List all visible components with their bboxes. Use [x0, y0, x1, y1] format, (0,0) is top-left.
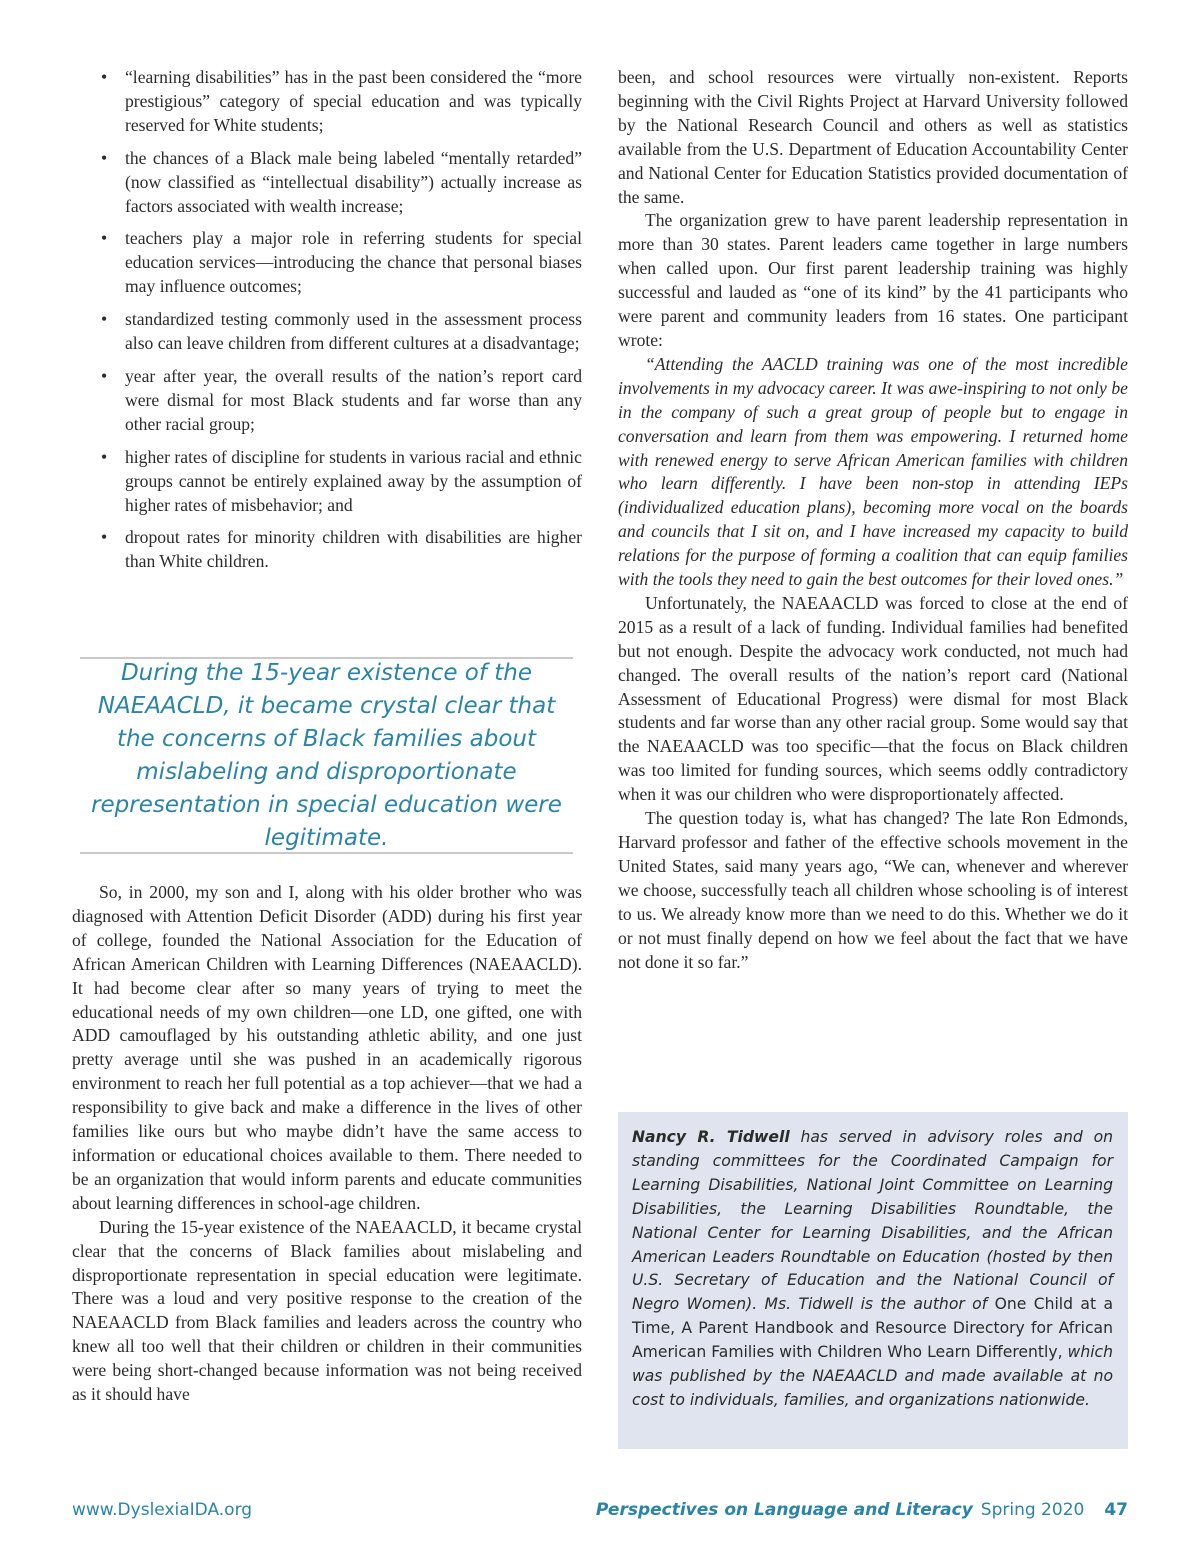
author-bio-text-end: which was published by the NAEAACLD and made available at no cost to individuals, families, and organizations nationwide. — [632, 1343, 1113, 1409]
bullet-item — [72, 308, 582, 356]
bullet-item — [72, 365, 582, 437]
book-title: One Child at a Time, A Parent Handbook and Resource Directory for African American Families with Children Who Learn Differently, — [632, 1295, 1114, 1362]
author-name: Nancy R. Tidwell — [632, 1128, 790, 1146]
website-link[interactable]: www.DyslexiaIDA.org — [72, 1500, 253, 1520]
pull-quote — [80, 657, 573, 854]
left-column-body — [72, 881, 582, 1407]
bullet-text: standardized testing commonly used in the assessment process also can leave children from different cultures at a disadvantage; — [125, 309, 582, 354]
bullet-dot-icon: • — [101, 309, 108, 330]
bullet-text: dropout rates for minority children with disabilities are higher than White children. — [125, 527, 582, 572]
bullet-dot-icon: • — [101, 365, 108, 386]
bullet-item — [72, 66, 582, 138]
body-paragraph-continuation: been, and school resources were virtually non-existent. Reports beginning with the Civil Rights Project at Harvard University followed by the National Research Council and others as well as statistics available from the U.S. Department of Education Accountability Center and National Center for Education Statistics provided documentation of the same. — [618, 67, 1128, 207]
bullet-item — [72, 227, 582, 299]
bullet-dot-icon: • — [101, 147, 108, 168]
issue-date: Spring 2020 — [980, 1500, 1085, 1520]
bullet-list — [72, 66, 582, 574]
author-bio-text: has served in advisory roles and on standing committees for the Coordinated Campaign for Learning Disabilities, National Joint Committee on Learning Disabilities, the Learning Disabilities Roundtable, the National Center for Learning Disabilities, and the African American Leaders Roundtable on Education (hosted by then U.S. Secretary of Education and the National Council of Negro Women). Ms. Tidwell is the author of — [632, 1128, 1113, 1314]
bullet-text: year after year, the overall results of the nation’s report card were dismal for most Black students and far worse than any other racial group; — [125, 365, 582, 434]
bullet-text: teachers play a major role in referring students for special education services—introducing the chance that personal biases may influence outcomes; — [125, 228, 582, 297]
right-column — [618, 66, 1128, 974]
body-paragraph-growth: The organization grew to have parent leadership representation in more than 30 states. Parent leaders came together in large numbers when called upon. Our first parent leadership training was highly successful and lauded as “one of its kind” by the 41 participants who were parent and community leaders from 16 states. One participant wrote: — [618, 210, 1128, 350]
body-paragraph-existence: During the 15-year existence of the NAEAACLD, it became crystal clear that the concerns of Black families about mislabeling and disproportionate representation in special education were legitimate. There was a loud and very positive response to the creation of the NAEAACLD from Black families and leaders across the country who knew all too well that their children or children in their communities were being short-changed because information was not being received as it should have — [72, 1216, 582, 1405]
body-paragraph-closure: Unfortunately, the NAEAACLD was forced to close at the end of 2015 as a result of a lack of funding. Individual families had benefited but not enough. Despite the advocacy work conducted, not much had changed. The overall results of the nation’s report card (National Assessment of Educational Progress) were dismal for most Black students and far worse than any other racial group. Some would say that the NAEAACLD was too specific—that the focus on Black children was too limited for funding sources, which seems oddly contradictory when it was our children who were disproportionately affected. — [618, 592, 1128, 805]
page-footer — [72, 1500, 1128, 1526]
bullet-text: the chances of a Black male being labeled “mentally retarded” (now classified as “intellectual disability”) actually increase as factors associated with wealth increase; — [125, 147, 582, 216]
bullet-item — [72, 147, 582, 219]
bullet-dot-icon: • — [101, 446, 108, 467]
bullet-dot-icon: • — [101, 527, 108, 548]
bullet-text: “learning disabilities” has in the past been considered the “more prestigious” category of special education and was typically reserved for White students; — [125, 67, 582, 135]
bullet-item — [72, 446, 582, 518]
footer-right — [596, 1500, 1128, 1520]
author-bio-box — [618, 1112, 1128, 1449]
body-paragraph-question: The question today is, what has changed? The late Ron Edmonds, Harvard professor and father of the effective schools movement in the United States, said many years ago, “We can, whenever and wherever we choose, successfully teach all children whose schooling is of interest to us. We already know more than we need to do this. Whether we do it or not must finally depend on how we feel about the fact that we have not done it so far.” — [618, 808, 1128, 972]
bullet-text: higher rates of discipline for students in various racial and ethnic groups cannot be entirely explained away by the assumption of higher rates of misbehavior; and — [125, 446, 582, 515]
bullet-item — [72, 526, 582, 574]
body-paragraph-founding: So, in 2000, my son and I, along with his older brother who was diagnosed with Attention Deficit Disorder (ADD) during his first year of college, founded the National Association for the Education of African American Children with Learning Differences (NAEAACLD). It had become clear after so many years of trying to meet the educational needs of my own children—one LD, one gifted, one with ADD camouflaged by his outstanding athletic ability, and one just pretty average until she was pushed in an academically rigorous environment to reach her full potential as a top achiever—that we had a responsibility to give back and make a difference in the lives of other families like ours but who maybe didn’t have the same access to information or educational choices available to them. There needed to be an organization that would inform parents and educate communities about learning differences in school-age children. — [72, 882, 582, 1213]
left-column-bullets — [72, 66, 582, 583]
pull-quote-text: During the 15-year existence of the NAEAACLD, it became crystal clear that the concerns of Black families about mislabeling and disproportionate representation in special education were legitimate. — [91, 659, 562, 851]
bullet-dot-icon: • — [101, 228, 108, 249]
journal-title: Perspectives on Language and Literacy — [595, 1500, 973, 1520]
bullet-dot-icon: • — [101, 67, 108, 87]
page-number: 47 — [1104, 1500, 1128, 1520]
participant-quote: “Attending the AACLD training was one of the most incredible involvements in my advocacy career. It was awe-inspiring to not only be in the company of such a great group of people but to engage in conversation and learn from them was empowering. I returned home with renewed energy to serve African American families with children who learn differently. I have been non-stop in attending IEPs (individualized education plans), becoming more vocal on the boards and councils that I sit on, and I have increased my capacity to build relations for the purpose of forming a coalition that can equip families with the tools they need to gain the best outcomes for their loved ones.” — [618, 353, 1128, 590]
